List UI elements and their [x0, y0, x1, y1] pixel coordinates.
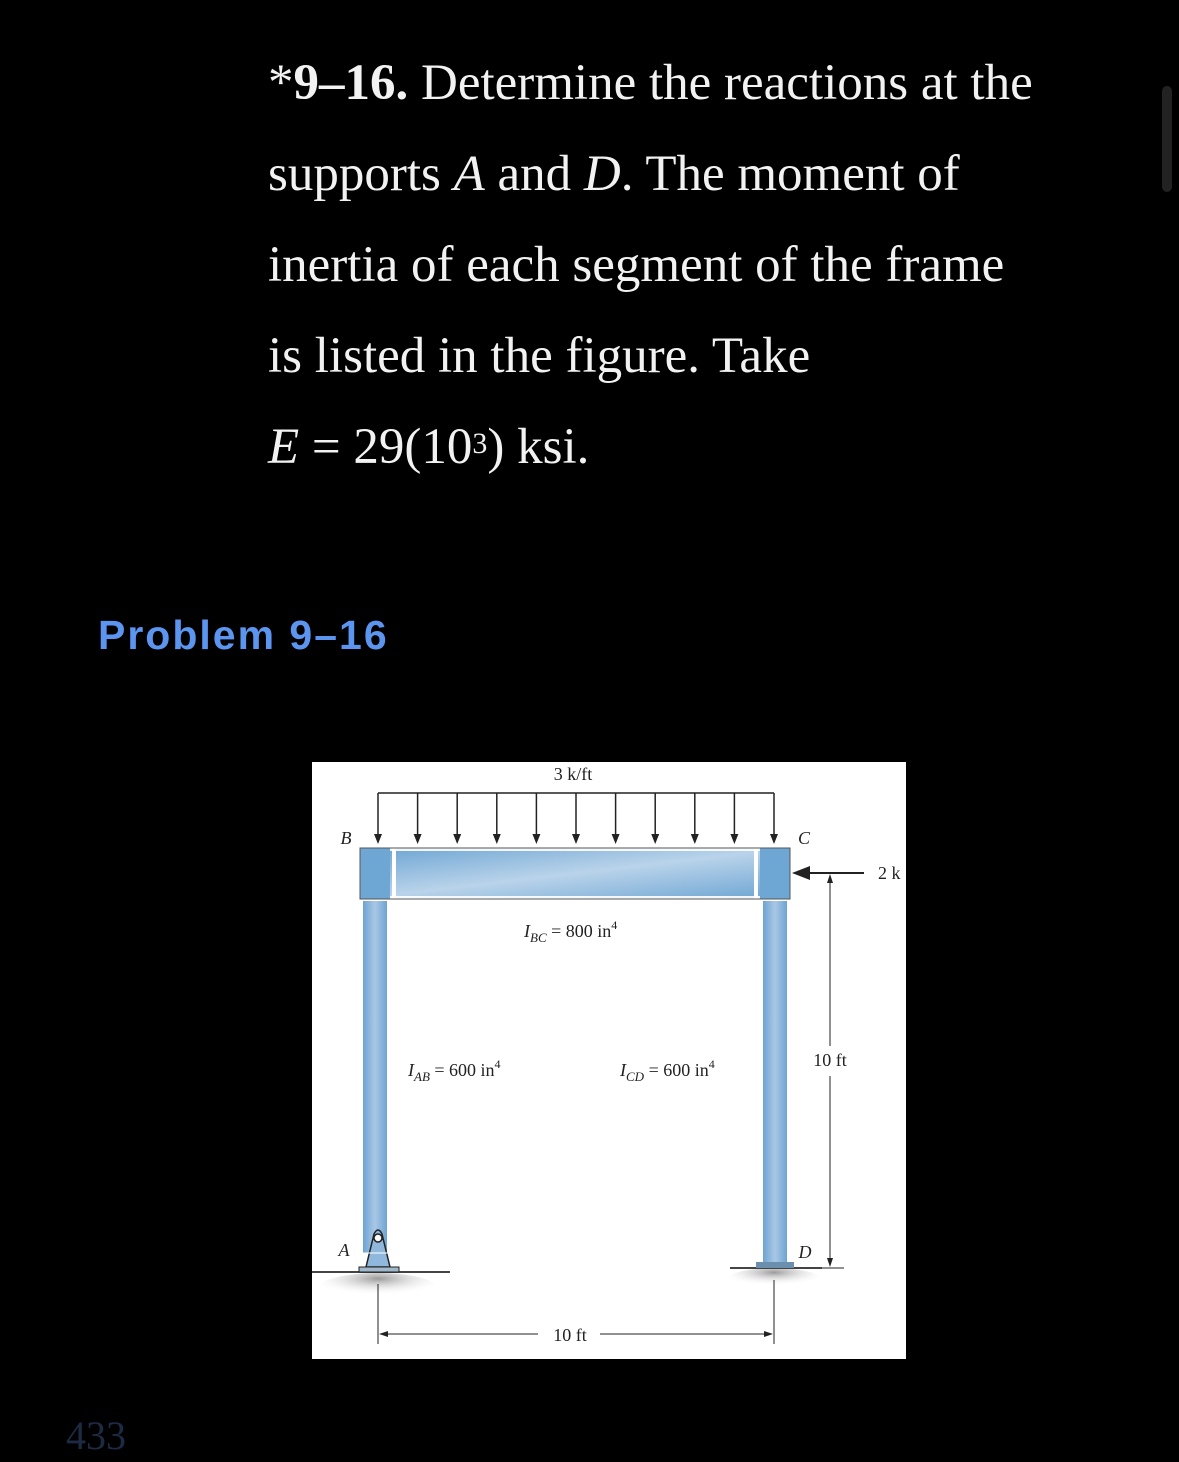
problem-line-4: is listed in the figure. Take	[268, 328, 811, 384]
label-c: C	[797, 828, 811, 848]
load-arrow-head	[493, 834, 501, 844]
problem-line-1	[268, 38, 1148, 129]
modulus-exponent: 3	[472, 427, 488, 460]
point-load-label: 2 k	[878, 863, 901, 883]
load-arrow-head	[453, 834, 461, 844]
distributed-load	[374, 793, 778, 844]
load-arrow-head	[374, 834, 382, 844]
span-dimension-label: 10 ft	[553, 1325, 587, 1345]
column-cd	[760, 848, 790, 1268]
page-number: 433	[66, 1413, 126, 1458]
problem-line-2	[268, 129, 1148, 220]
inertia-ab-label: $I_{AB} = 600$ $in^4$	[408, 1057, 501, 1084]
height-dimension	[798, 873, 844, 1268]
modulus-value-b: ) ksi.	[487, 419, 590, 475]
problem-line-5	[268, 402, 1148, 493]
scrollbar[interactable]	[1162, 86, 1172, 192]
label-d: D	[798, 1242, 812, 1262]
load-arrow-head	[691, 834, 699, 844]
frame-diagram	[312, 762, 906, 1359]
problem-line-3: inertia of each segment of the frame	[268, 237, 1005, 293]
support-d-ref: D	[583, 146, 621, 202]
load-arrow-head	[612, 834, 620, 844]
problem-number: 9–16.	[293, 55, 409, 111]
modulus-symbol: E	[268, 419, 300, 475]
problem-line-2-text-c: . The moment of	[620, 146, 960, 202]
problem-statement	[268, 38, 1148, 493]
load-label: 3 k/ft	[553, 764, 593, 784]
load-arrow-head	[414, 834, 422, 844]
label-b: B	[340, 828, 352, 848]
problem-heading: Problem 9–16	[98, 612, 389, 658]
load-arrow-head	[770, 834, 778, 844]
inertia-cd-label: $I_{CD} = 600$ $in^4$	[620, 1057, 715, 1084]
column-ab	[360, 848, 390, 1253]
beam-bc	[360, 848, 790, 899]
load-arrow-head	[730, 834, 738, 844]
fixed-base-d	[756, 1262, 794, 1268]
problem-line-2-text-a: supports	[268, 146, 454, 202]
load-arrows	[374, 793, 778, 844]
inertia-bc-label: $I_{BC} = 800$ $in^4$	[524, 918, 618, 945]
modulus-value-a: = 29(10	[299, 419, 473, 475]
support-a-ref: A	[453, 146, 485, 202]
problem-line-1-text: Determine the reactions at the	[408, 55, 1033, 111]
problem-line-2-text-b: and	[484, 146, 584, 202]
label-a: A	[338, 1240, 350, 1260]
load-arrow-head	[651, 834, 659, 844]
load-arrow-head	[572, 834, 580, 844]
problem-star: *	[268, 55, 294, 111]
frame-figure	[312, 762, 906, 1359]
load-arrow-head	[532, 834, 540, 844]
height-dimension-label: 10 ft	[813, 1050, 847, 1070]
